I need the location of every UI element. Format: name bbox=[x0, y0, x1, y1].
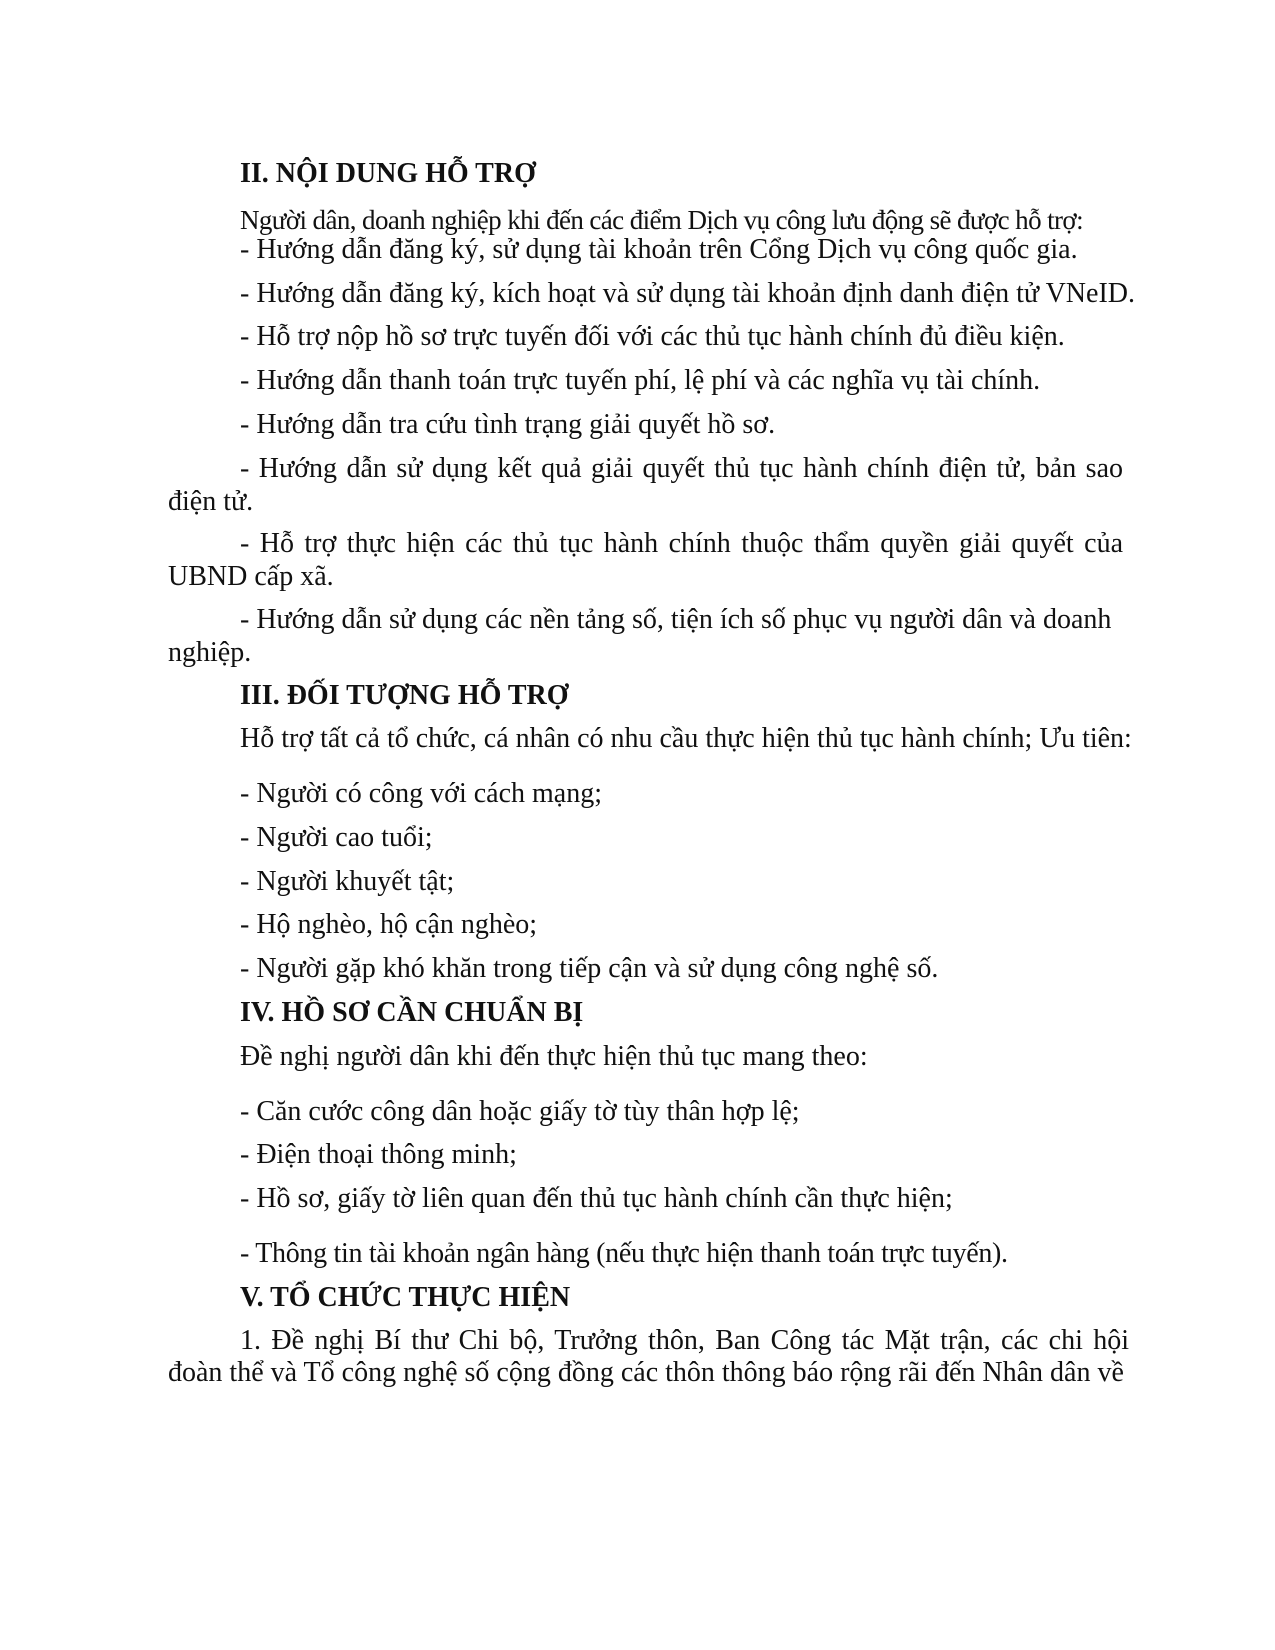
list-item: - Căn cước công dân hoặc giấy tờ tùy thân hợp lệ; bbox=[240, 1096, 800, 1127]
list-item: - Hướng dẫn sử dụng kết quả giải quyết thủ tục hành chính điện tử, bản sao bbox=[240, 453, 1123, 484]
section-heading-ho-so-can-chuan-bi: IV. HỒ SƠ CẦN CHUẨN BỊ bbox=[240, 997, 584, 1028]
section-intro: Đề nghị người dân khi đến thực hiện thủ tục mang theo: bbox=[240, 1041, 868, 1072]
section-intro: Hỗ trợ tất cả tổ chức, cá nhân có nhu cầu thực hiện thủ tục hành chính; Ưu tiên: bbox=[240, 723, 1132, 754]
list-item-continuation: UBND cấp xã. bbox=[168, 561, 334, 592]
section-intro: Người dân, doanh nghiệp khi đến các điểm Dịch vụ công lưu động sẽ được hỗ trợ: bbox=[240, 205, 1084, 235]
list-item: - Hỗ trợ thực hiện các thủ tục hành chính thuộc thẩm quyền giải quyết của bbox=[240, 528, 1123, 559]
list-item: - Hướng dẫn thanh toán trực tuyến phí, lệ phí và các nghĩa vụ tài chính. bbox=[240, 365, 1041, 396]
list-item: - Hồ sơ, giấy tờ liên quan đến thủ tục hành chính cần thực hiện; bbox=[240, 1183, 953, 1214]
list-item: - Thông tin tài khoản ngân hàng (nếu thực hiện thanh toán trực tuyến). bbox=[240, 1238, 1008, 1269]
list-item: - Người gặp khó khăn trong tiếp cận và sử dụng công nghệ số. bbox=[240, 953, 939, 984]
paragraph-line: đoàn thể và Tổ công nghệ số cộng đồng các thôn thông báo rộng rãi đến Nhân dân về bbox=[168, 1357, 1124, 1388]
list-item: - Hướng dẫn đăng ký, sử dụng tài khoản trên Cổng Dịch vụ công quốc gia. bbox=[240, 234, 1078, 265]
list-item: - Hướng dẫn sử dụng các nền tảng số, tiện ích số phục vụ người dân và doanh bbox=[240, 604, 1112, 635]
list-item: - Người có công với cách mạng; bbox=[240, 778, 603, 809]
paragraph-line: 1. Đề nghị Bí thư Chi bộ, Trưởng thôn, Ban Công tác Mặt trận, các chi hội bbox=[240, 1325, 1129, 1356]
section-heading-to-chuc-thuc-hien: V. TỔ CHỨC THỰC HIỆN bbox=[240, 1282, 571, 1313]
list-item: - Hướng dẫn tra cứu tình trạng giải quyết hồ sơ. bbox=[240, 409, 776, 440]
section-heading-noi-dung-ho-tro: II. NỘI DUNG HỖ TRỢ bbox=[240, 158, 536, 189]
list-item: - Người khuyết tật; bbox=[240, 866, 455, 897]
list-item: - Hỗ trợ nộp hồ sơ trực tuyến đối với các thủ tục hành chính đủ điều kiện. bbox=[240, 321, 1065, 352]
list-item-continuation: nghiệp. bbox=[168, 637, 252, 668]
list-item: - Hướng dẫn đăng ký, kích hoạt và sử dụng tài khoản định danh điện tử VNeID. bbox=[240, 278, 1135, 309]
list-item: - Điện thoại thông minh; bbox=[240, 1139, 517, 1170]
list-item-continuation: điện tử. bbox=[168, 486, 254, 517]
list-item: - Hộ nghèo, hộ cận nghèo; bbox=[240, 909, 538, 940]
section-heading-doi-tuong-ho-tro: III. ĐỐI TƯỢNG HỖ TRỢ bbox=[240, 680, 569, 711]
list-item: - Người cao tuổi; bbox=[240, 822, 433, 853]
